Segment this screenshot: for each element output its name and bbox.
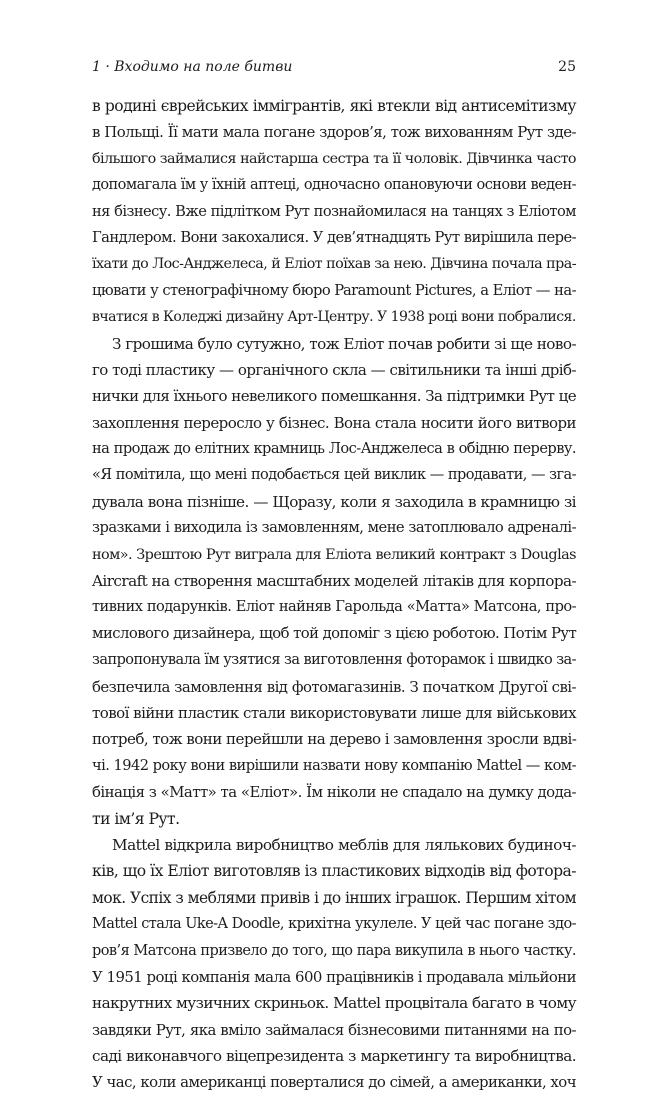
text-line: тової війни пластик стали використовувати лише для військових — [92, 703, 576, 722]
text-line: більшого займалися найстарша сестра та її чоловік. Дівчинка часто — [92, 150, 576, 167]
text-line: Aircraft на створення масштабних моделей літаків для корпора- — [92, 572, 577, 591]
text-line: запропонувала їм узятися за виготовлення фоторамок і швидко за- — [92, 652, 577, 669]
text-line: на продаж до елітних крамниць Лос-Анджелеса в обідню перерву. — [92, 440, 576, 458]
text-line: безпечила замовлення від фотомагазинів. З початком Другої сві- — [92, 677, 576, 696]
text-line: мислового дизайнера, щоб той допоміг з цією роботою. Потім Рут — [92, 624, 577, 642]
text-line: мок. Успіх з меблями привів і до інших іграшок. Першим хітом — [92, 888, 576, 907]
text-line: бінація з «Матт» та «Еліот». Їм ніколи не спадало на думку дода- — [92, 783, 576, 802]
text-line: У 1951 році компанія мала 600 працівників і продавала мільйони — [92, 967, 576, 986]
text-line: вчатися в Коледжі дизайну Арт-Центру. У 1938 році вони побралися. — [92, 309, 576, 326]
text-line: чі. 1942 року вони вирішили назвати нову компанію Mattel — ком- — [92, 756, 576, 774]
text-line: захоплення переросло у бізнес. Вона стала носити його витвори — [92, 413, 576, 432]
text-line: Mattel відкрила виробництво меблів для лялькових будиноч- — [112, 835, 576, 854]
text-line: в родині єврейських іммігрантів, які втекли від антисемітизму — [92, 97, 576, 115]
text-line: ном». Зрештою Рут виграла для Еліота великий контракт з Douglas — [92, 546, 576, 563]
text-line: ров’я Матсона призвело до того, що пара викупила в нього частку. — [92, 942, 576, 959]
text-line: дувала вона пізніше. — Щоразу, коли я заходила в крамницю зі — [92, 492, 576, 511]
text-line: їхати до Лос-Анджелеса, й Еліот поїхав за нею. Дівчина почала пра- — [92, 256, 576, 273]
text-line: Mattel стала Uke-A Doodle, крихітна укулеле. У цей час погане здо- — [92, 916, 576, 933]
text-line: потреб, тож вони перейшли на дерево і замовлення зросли вдві- — [92, 730, 577, 749]
chapter-title: 1 · Входимо на поле битви — [92, 59, 293, 75]
text-line: нички для їхнього невеликого помешкання. За підтримки Рут це — [92, 387, 577, 406]
text-line: тивних подарунків. Еліот найняв Гарольда «Матта» Матсона, про- — [92, 598, 576, 616]
text-line: в Польщі. Її мати мала погане здоров’я, тож вихованням Рут зде- — [92, 123, 576, 142]
text-line: ня бізнесу. Вже підлітком Рут познайомилася на танцях з Еліотом — [92, 202, 576, 220]
text-line: «Я помітила, що мені подобається цей виклик — продавати, — зга- — [92, 467, 576, 484]
text-line: ти ім’я Рут. — [92, 809, 180, 828]
text-line: цювати у стенографічному бюро Paramount Pictures, а Еліот — на- — [92, 281, 576, 299]
text-line: зразками і виходила із замовленням, мене затоплювало адреналі- — [92, 519, 576, 537]
page-number: 25 — [558, 59, 576, 75]
body-text — [92, 93, 576, 1096]
running-head — [92, 57, 576, 77]
text-line: допомагала їм у їхній аптеці, одночасно опановуючи основи веден- — [92, 177, 576, 194]
text-line: Гандлером. Вони закохалися. У дев’ятнадцять Рут вирішила пере- — [92, 228, 576, 246]
text-line: З грошима було сутужно, тож Еліот почав робити зі ще ново- — [112, 334, 577, 353]
text-line: го тоді пластику — органічного скла — світильники та інші дріб- — [92, 360, 576, 379]
text-line: ків, що їх Еліот виготовляв із пластикових відходів від фоторa- — [92, 862, 576, 881]
text-line: У час, коли американці поверталися до сімей, а американки, хоч — [92, 1073, 576, 1092]
text-line: завдяки Рут, яка вміло займалася бізнесовими питаннями на по- — [92, 1020, 576, 1039]
text-line: накрутних музичних скриньок. Mattel процвітала багато в чому — [92, 994, 576, 1013]
text-line: саді виконавчого віцепрезидента з маркетингу та виробництва. — [92, 1047, 576, 1066]
